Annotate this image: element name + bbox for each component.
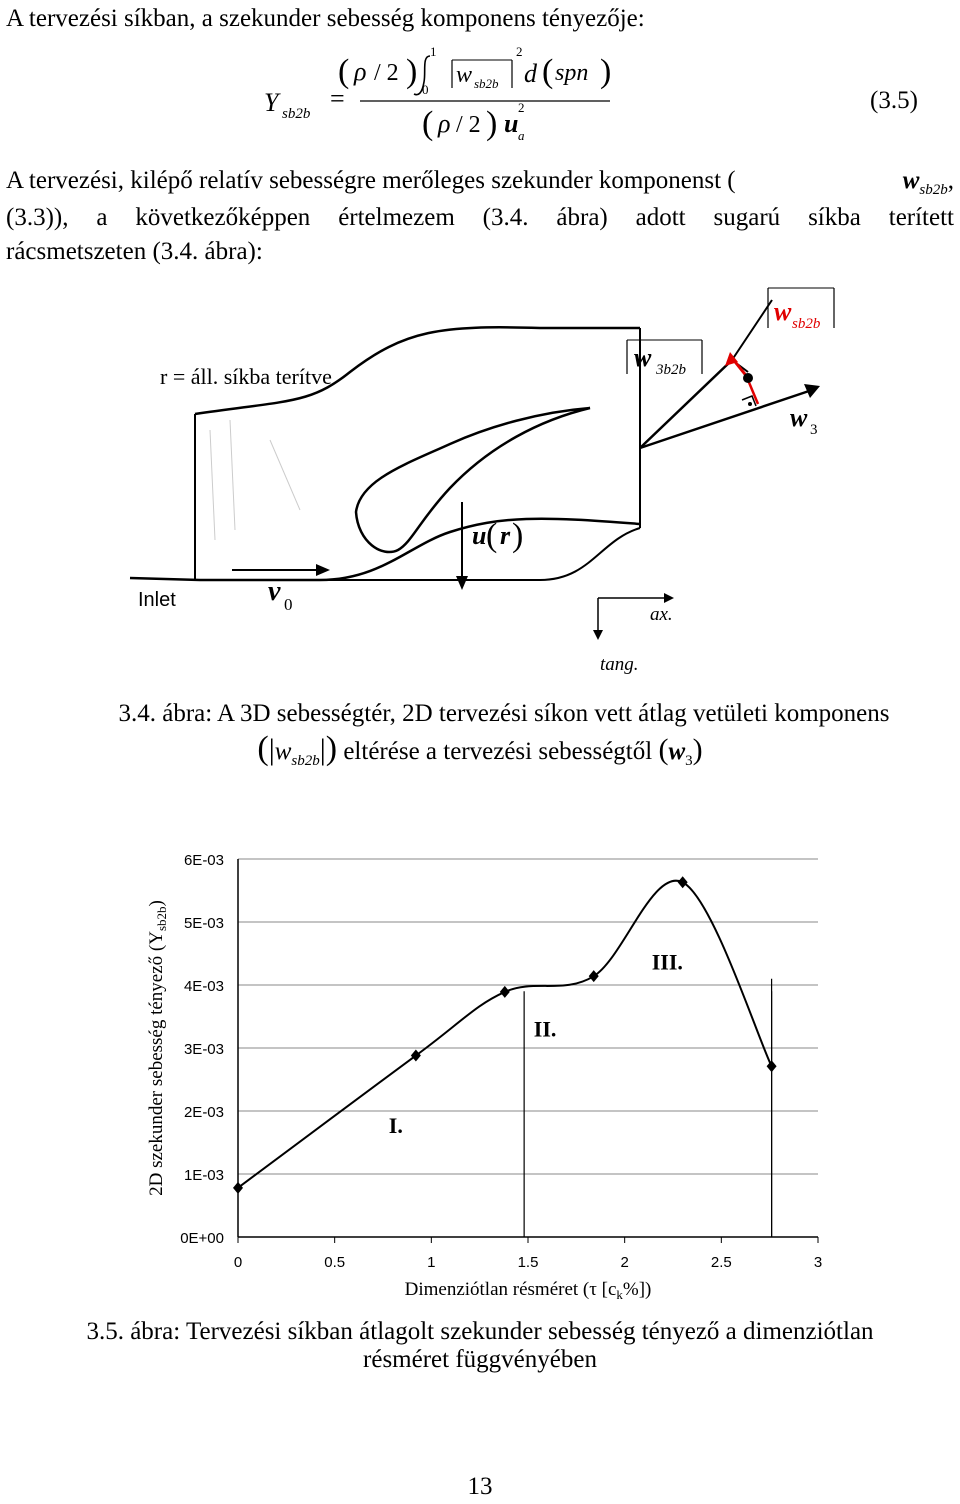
w3-sub: 3 — [810, 422, 818, 438]
eq-u: u — [504, 109, 519, 138]
eq-den-rho: ρ — [438, 109, 451, 138]
y-tick-label: 5E-03 — [183, 915, 224, 932]
figure-3-4 — [120, 280, 850, 680]
u-label: u — [472, 521, 487, 550]
caption-fig-3-4: 3.4. ábra: A 3D sebességtér, 2D tervezési síkon vett átlag vetületi komponens $(|w_{sb2b}|)$ eltérése a tervezési sebességtől $(w_3)$ — [0, 700, 960, 768]
y-axis-label: 2D szekunder sebesség tényező $(Y_{sb2b})$ — [146, 900, 169, 1196]
equation-3-5 — [250, 42, 950, 147]
r-label: r = áll. síkba terítve — [160, 364, 332, 389]
region-label-iii: III. — [651, 949, 683, 975]
wsb2b-line — [732, 300, 772, 360]
x-axis-label: Dimenziótlan résméret (τ $[c_k\%]$) — [404, 1279, 652, 1302]
u-arg: r — [500, 521, 511, 550]
eq-int-upper: 1 — [430, 44, 437, 59]
eq-den-paren-r: ) — [486, 105, 498, 142]
data-point — [411, 1050, 421, 1062]
v0-sub: 0 — [284, 595, 293, 614]
eq-rho: ρ — [354, 57, 367, 86]
w3b2b-sub: 3b2b — [656, 362, 686, 378]
x-tick-label: 0.5 — [324, 1254, 346, 1271]
caption1-line1: 3.4. ábra: A 3D sebességtér, 2D tervezési síkon vett átlag vetületi komponens — [118, 700, 890, 727]
eq-den-paren-l: ( — [422, 105, 434, 142]
data-point — [233, 1182, 243, 1194]
region-label-ii: II. — [533, 1016, 557, 1042]
y-tick-label: 0E+00 — [180, 1230, 224, 1247]
eq-spn: spn — [555, 60, 589, 86]
x-tick-label: 0 — [233, 1254, 243, 1271]
svg-text:(: ( — [486, 517, 498, 554]
eq-paren-l: ( — [338, 53, 350, 90]
eq-paren-l2: ( — [542, 53, 554, 90]
data-point — [767, 1060, 777, 1072]
w3-label: w — [790, 403, 808, 432]
para-line2: (3.3)), a következőképpen értelmezem (3.4. ábra) adott sugarú síkba terített — [6, 204, 954, 231]
eq-pow2: 2 — [516, 44, 523, 59]
caption1-w3: w — [668, 738, 686, 765]
chart-3-5 — [120, 835, 840, 1305]
eq-lhs-sub: sb2b — [282, 106, 311, 122]
w3-vector — [640, 390, 812, 448]
svg-text:): ) — [512, 517, 524, 554]
eq-paren-r: ) — [406, 53, 418, 90]
eq-u-pow: 2 — [518, 100, 525, 115]
x-tick-label: 1 — [427, 1254, 436, 1271]
paragraph: A tervezési, kilépő relatív sebességre merőleges szekunder komponenst ( $w_{sb2b}$, (3.3)), a következőképpen értelmezem (3.4. ábra) adott sugarú síkba terített rácsmetszeten (3.4. ábra): — [6, 164, 954, 269]
y-tick-label: 3E-03 — [183, 1041, 224, 1058]
wsb2b-sub: sb2b — [792, 316, 821, 332]
caption-fig-3-5 — [0, 1318, 960, 1374]
eq-u-sub: a — [518, 128, 525, 143]
eq-w: w — [456, 62, 473, 88]
para-w-sub: sb2b — [919, 182, 948, 198]
y-tick-label: 6E-03 — [183, 852, 224, 869]
eq-lhs-y: Y — [264, 88, 279, 117]
y-tick-label: 4E-03 — [183, 978, 224, 995]
x-tick-label: 3 — [813, 1254, 823, 1271]
eq-equals: = — [330, 84, 345, 113]
x-tick-label: 2 — [620, 1254, 629, 1271]
ax-label: ax. — [650, 604, 673, 625]
data-point — [589, 970, 599, 982]
caption1-w: w — [274, 738, 292, 765]
eq-number: (3.5) — [870, 87, 918, 114]
eq-int-lower: 0 — [422, 82, 429, 97]
data-curve — [238, 881, 772, 1188]
caption2-line2: résméret függvényében — [363, 1346, 597, 1373]
para-w: w — [902, 167, 920, 194]
data-point — [678, 876, 688, 888]
x-tick-label: 1.5 — [517, 1254, 539, 1271]
eq-slash: / 2 — [374, 60, 399, 86]
caption1-text: eltérése a tervezési sebességtől — [343, 738, 653, 765]
eq-w-sub: sb2b — [474, 76, 499, 91]
para-line1-text: A tervezési, kilépő relatív sebességre merőleges szekunder komponenst ( — [6, 167, 736, 194]
wsb2b-label: w — [774, 297, 792, 326]
data-point — [500, 986, 510, 998]
caption2-line1: 3.5. ábra: Tervezési síkban átlagolt szekunder sebesség tényező a dimenziótlan — [86, 1318, 874, 1345]
x-tick-label: 2.5 — [710, 1254, 732, 1271]
y-tick-label: 2E-03 — [183, 1104, 224, 1121]
eq-paren-r2: ) — [600, 53, 612, 90]
intro-text: A tervezési síkban, a szekunder sebesség komponens tényezője: — [6, 5, 645, 32]
para-line3: rácsmetszeten (3.4. ábra): — [6, 238, 263, 265]
lower-wall — [130, 519, 640, 580]
eq-den-slash: / 2 — [456, 112, 481, 138]
y-tick-label: 1E-03 — [183, 1167, 224, 1184]
w3b2b-label: w — [634, 343, 652, 372]
w3b2b-vector — [640, 360, 732, 448]
eq-d: d — [524, 59, 537, 88]
inlet-label: Inlet — [138, 589, 176, 611]
v0-label: v — [268, 576, 281, 607]
region-label-i: I. — [388, 1113, 403, 1139]
page-number: 13 — [467, 1473, 493, 1500]
tang-label: tang. — [600, 654, 639, 675]
